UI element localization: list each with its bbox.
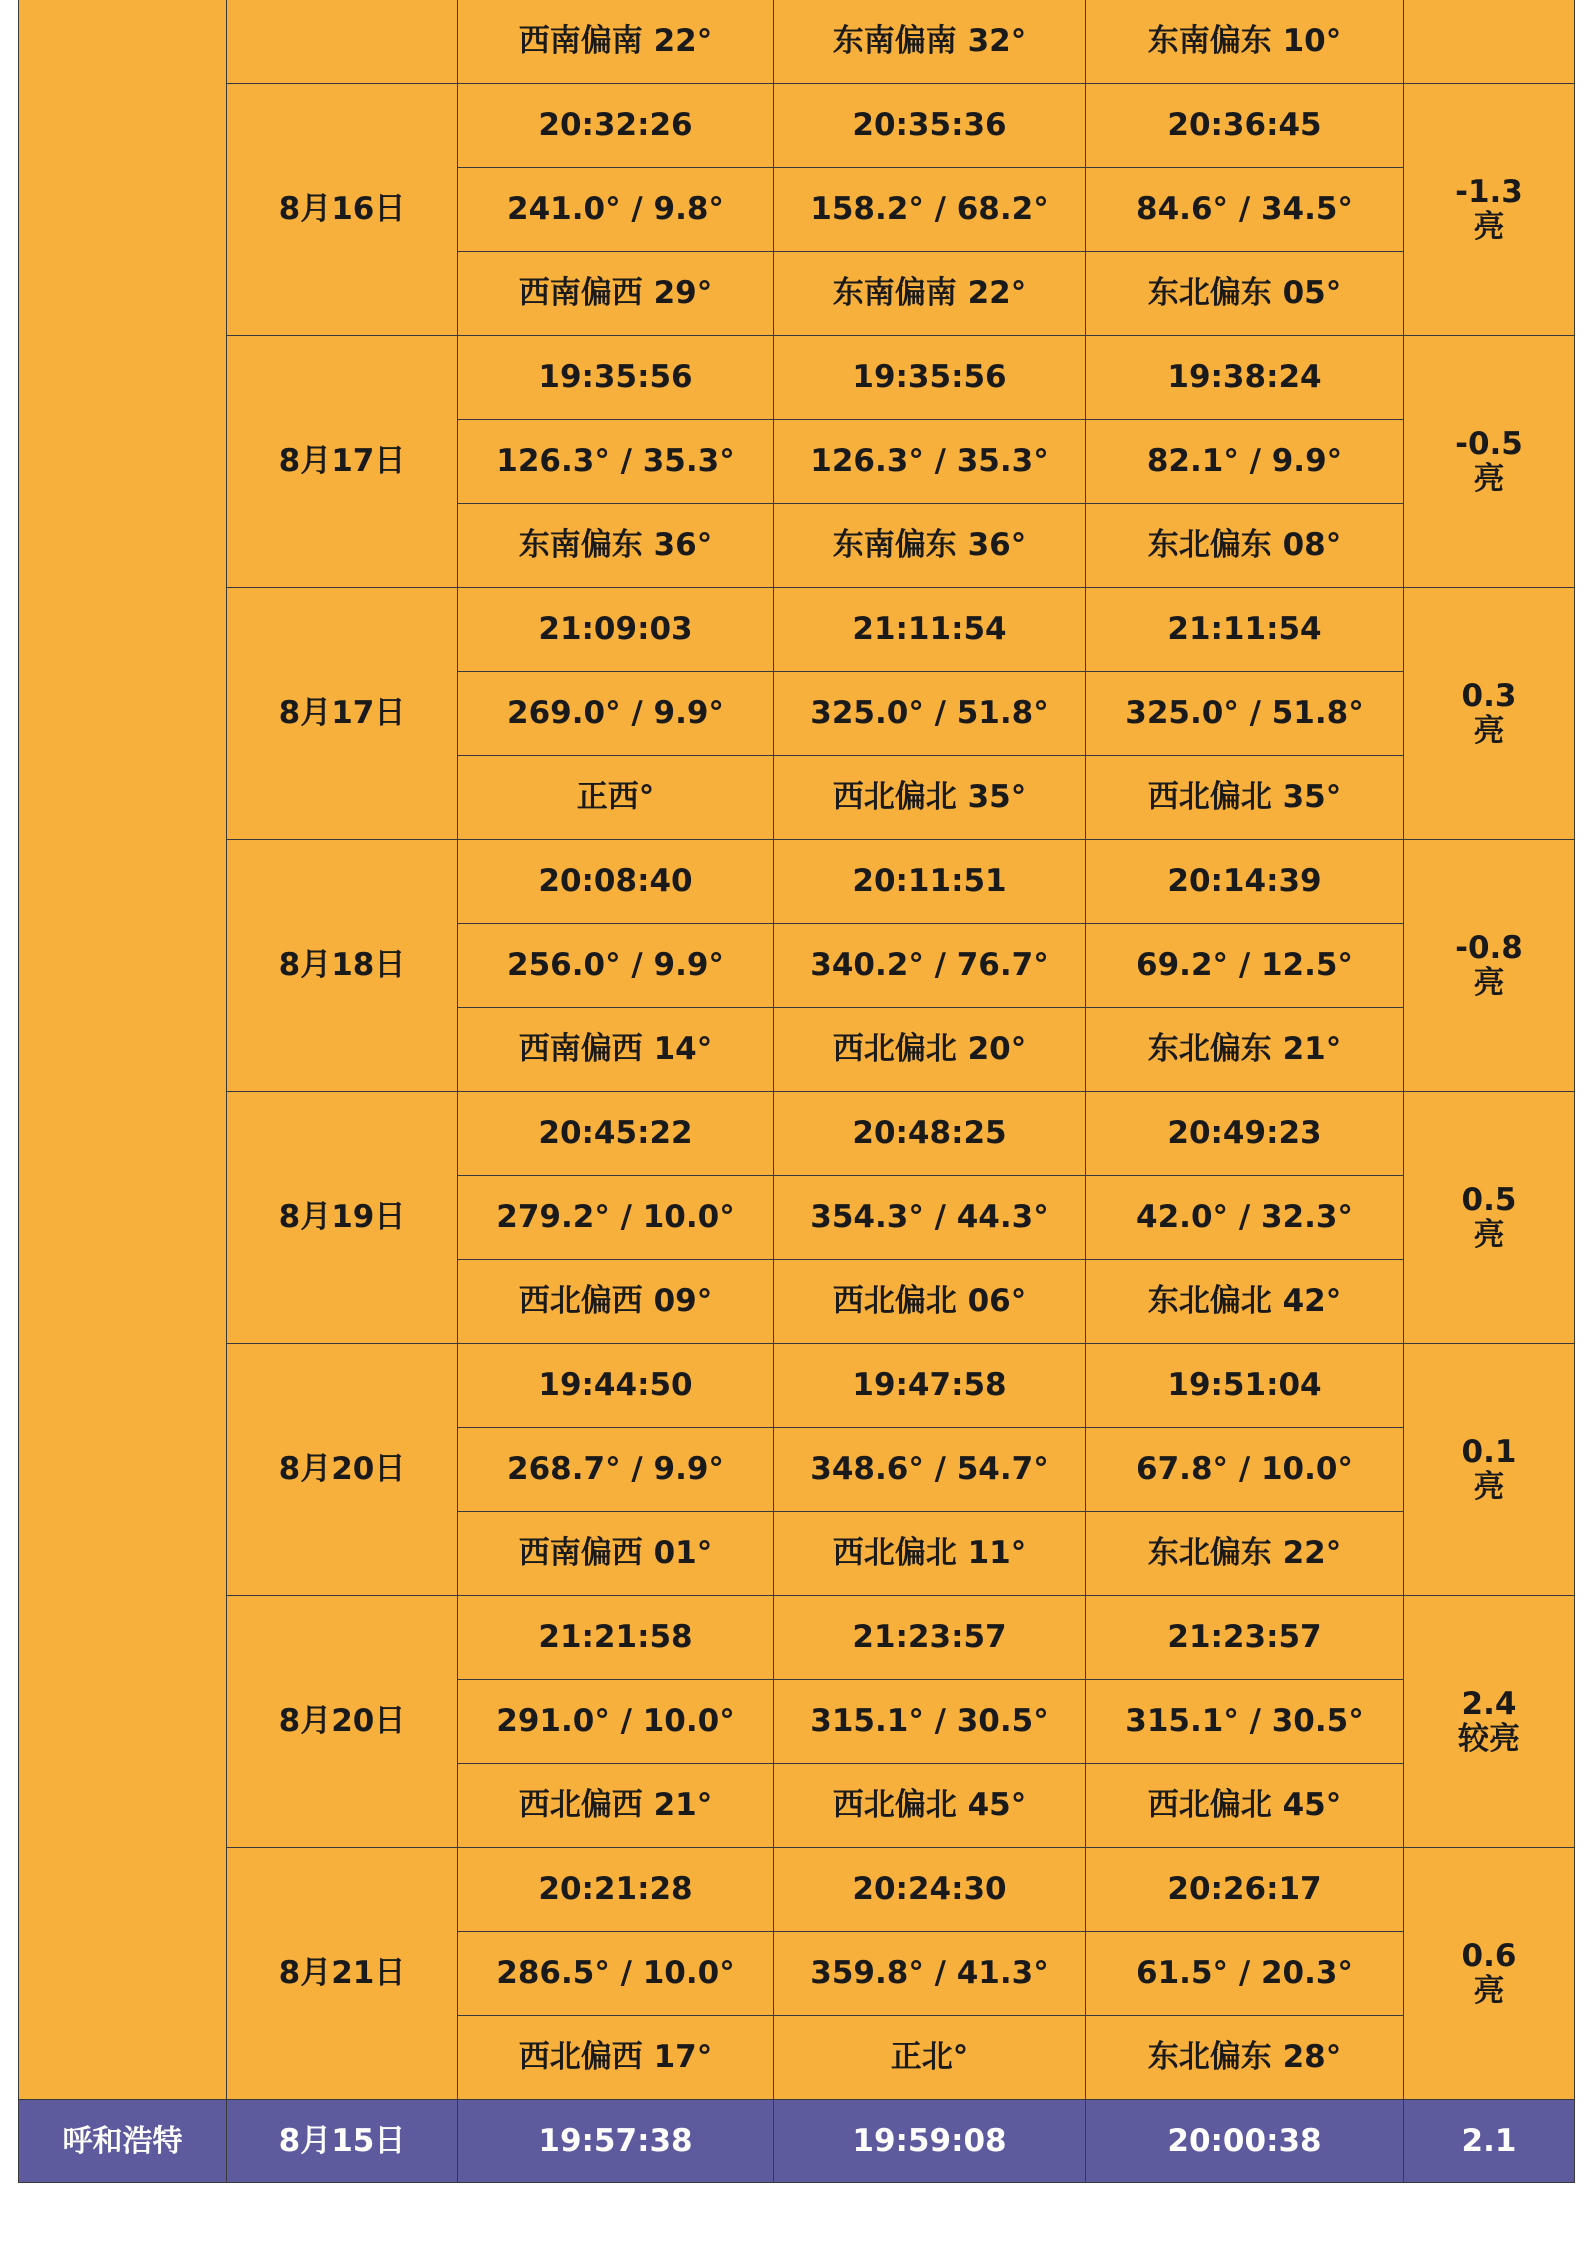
end-time: 19:38:24 xyxy=(1086,336,1404,420)
pass-date: 8月16日 xyxy=(227,84,458,336)
end-direction: 东北偏东 05° xyxy=(1086,252,1404,336)
start-time: 20:21:28 xyxy=(458,1848,774,1932)
pass-schedule xyxy=(18,0,1574,2183)
highest-azimuth-elevation: 340.2° / 76.7° xyxy=(774,924,1086,1008)
end-direction: 东北偏东 28° xyxy=(1086,2016,1404,2100)
start-direction: 东南偏东 36° xyxy=(458,504,774,588)
highest-time: 19:47:58 xyxy=(774,1344,1086,1428)
pass-row xyxy=(19,1848,1575,1932)
highest-direction: 东南偏南 22° xyxy=(774,252,1086,336)
highest-direction: 西北偏北 11° xyxy=(774,1512,1086,1596)
highest-azimuth-elevation: 158.2° / 68.2° xyxy=(774,168,1086,252)
start-direction: 西南偏西 01° xyxy=(458,1512,774,1596)
end-azimuth-elevation: 69.2° / 12.5° xyxy=(1086,924,1404,1008)
start-direction: 西南偏西 29° xyxy=(458,252,774,336)
footer-start-time: 19:57:38 xyxy=(458,2100,774,2183)
pass-row xyxy=(19,1092,1575,1176)
magnitude-cell xyxy=(1404,840,1575,1092)
end-azimuth-elevation: 84.6° / 34.5° xyxy=(1086,168,1404,252)
highest-time: 20:35:36 xyxy=(774,84,1086,168)
magnitude-value: 0.3 xyxy=(1461,678,1517,715)
start-azimuth-elevation: 269.0° / 9.9° xyxy=(458,672,774,756)
highest-azimuth-elevation: 354.3° / 44.3° xyxy=(774,1176,1086,1260)
end-time: 21:23:57 xyxy=(1086,1596,1404,1680)
magnitude-value: 0.5 xyxy=(1461,1182,1517,1219)
start-time: 20:32:26 xyxy=(458,84,774,168)
end-direction: 东北偏东 21° xyxy=(1086,1008,1404,1092)
start-time: 20:08:40 xyxy=(458,840,774,924)
pass-date: 8月19日 xyxy=(227,1092,458,1344)
start-direction: 西北偏西 17° xyxy=(458,2016,774,2100)
highest-time: 19:35:56 xyxy=(774,336,1086,420)
end-azimuth-elevation: 82.1° / 9.9° xyxy=(1086,420,1404,504)
start-azimuth-elevation: 256.0° / 9.9° xyxy=(458,924,774,1008)
highest-time: 20:24:30 xyxy=(774,1848,1086,1932)
start-direction: 西北偏西 21° xyxy=(458,1764,774,1848)
start-direction: 正西° xyxy=(458,756,774,840)
highest-direction: 西北偏北 35° xyxy=(774,756,1086,840)
pass-row xyxy=(19,336,1575,420)
magnitude-value: -1.3 xyxy=(1455,174,1523,211)
end-azimuth-elevation: 67.8° / 10.0° xyxy=(1086,1428,1404,1512)
pass-date: 8月18日 xyxy=(227,840,458,1092)
start-time: 21:21:58 xyxy=(458,1596,774,1680)
start-azimuth-elevation: 126.3° / 35.3° xyxy=(458,420,774,504)
highest-time: 20:11:51 xyxy=(774,840,1086,924)
pass-date: 8月21日 xyxy=(227,1848,458,2100)
highest-time: 21:23:57 xyxy=(774,1596,1086,1680)
magnitude-cell xyxy=(1404,588,1575,840)
end-azimuth-elevation: 42.0° / 32.3° xyxy=(1086,1176,1404,1260)
brightness-label: 亮 xyxy=(1473,712,1505,749)
footer-city: 呼和浩特 xyxy=(19,2100,227,2183)
magnitude-value: -0.8 xyxy=(1455,930,1523,967)
end-time: 20:26:17 xyxy=(1086,1848,1404,1932)
magnitude-cell xyxy=(1404,1092,1575,1344)
start-azimuth-elevation: 286.5° / 10.0° xyxy=(458,1932,774,2016)
magnitude-cell xyxy=(1404,1848,1575,2100)
pass-row xyxy=(19,84,1575,168)
highest-time: 21:11:54 xyxy=(774,588,1086,672)
start-time: 19:35:56 xyxy=(458,336,774,420)
start-time: 20:45:22 xyxy=(458,1092,774,1176)
start-azimuth-elevation: 291.0° / 10.0° xyxy=(458,1680,774,1764)
brightness-label: 亮 xyxy=(1473,1468,1505,1505)
end-azimuth-elevation: 325.0° / 51.8° xyxy=(1086,672,1404,756)
highest-direction: 西北偏北 20° xyxy=(774,1008,1086,1092)
start-direction-cell: 西南偏南 22° xyxy=(458,0,774,84)
brightness-label: 亮 xyxy=(1473,964,1505,1001)
brightness-label: 亮 xyxy=(1473,460,1505,497)
highest-azimuth-elevation: 348.6° / 54.7° xyxy=(774,1428,1086,1512)
end-direction: 西北偏北 45° xyxy=(1086,1764,1404,1848)
iss-pass-table xyxy=(18,0,1575,2183)
magnitude-cell xyxy=(1404,336,1575,588)
highest-azimuth-elevation: 359.8° / 41.3° xyxy=(774,1932,1086,2016)
footer-row xyxy=(19,2100,1575,2183)
end-time: 19:51:04 xyxy=(1086,1344,1404,1428)
start-azimuth-elevation: 279.2° / 10.0° xyxy=(458,1176,774,1260)
magnitude-cell xyxy=(1404,1344,1575,1596)
start-direction: 西北偏西 09° xyxy=(458,1260,774,1344)
pass-row xyxy=(19,1596,1575,1680)
pass-date: 8月20日 xyxy=(227,1344,458,1596)
brightness-label: 亮 xyxy=(1473,1972,1505,2009)
end-azimuth-elevation: 315.1° / 30.5° xyxy=(1086,1680,1404,1764)
footer-magnitude: 2.1 xyxy=(1404,2100,1575,2183)
brightness-label: 亮 xyxy=(1473,208,1505,245)
end-time: 20:36:45 xyxy=(1086,84,1404,168)
footer-end-time: 20:00:38 xyxy=(1086,2100,1404,2183)
highest-azimuth-elevation: 325.0° / 51.8° xyxy=(774,672,1086,756)
pass-row xyxy=(19,588,1575,672)
magnitude-cell xyxy=(1404,1596,1575,1848)
highest-direction: 西北偏北 06° xyxy=(774,1260,1086,1344)
table-body xyxy=(19,0,1575,2183)
start-azimuth-elevation: 241.0° / 9.8° xyxy=(458,168,774,252)
pass-date: 8月20日 xyxy=(227,1596,458,1848)
magnitude-value: 0.1 xyxy=(1461,1434,1517,1471)
city-cell-blank xyxy=(19,0,227,2100)
magnitude-value: 2.4 xyxy=(1461,1686,1517,1723)
magnitude-cell-blank xyxy=(1404,0,1575,84)
start-time: 21:09:03 xyxy=(458,588,774,672)
pass-row xyxy=(19,840,1575,924)
end-direction: 西北偏北 35° xyxy=(1086,756,1404,840)
start-azimuth-elevation: 268.7° / 9.9° xyxy=(458,1428,774,1512)
end-direction: 东北偏北 42° xyxy=(1086,1260,1404,1344)
highest-direction-cell: 东南偏南 32° xyxy=(774,0,1086,84)
magnitude-value: 0.6 xyxy=(1461,1938,1517,1975)
brightness-label: 亮 xyxy=(1473,1216,1505,1253)
end-time: 21:11:54 xyxy=(1086,588,1404,672)
pass-date: 8月17日 xyxy=(227,336,458,588)
pass-date: 8月17日 xyxy=(227,588,458,840)
magnitude-cell xyxy=(1404,84,1575,336)
start-time: 19:44:50 xyxy=(458,1344,774,1428)
end-time: 20:14:39 xyxy=(1086,840,1404,924)
continuation-row xyxy=(19,0,1575,84)
end-direction: 东北偏东 22° xyxy=(1086,1512,1404,1596)
end-time: 20:49:23 xyxy=(1086,1092,1404,1176)
highest-azimuth-elevation: 126.3° / 35.3° xyxy=(774,420,1086,504)
magnitude-value: -0.5 xyxy=(1455,426,1523,463)
date-cell-blank xyxy=(227,0,458,84)
footer-highest-time: 19:59:08 xyxy=(774,2100,1086,2183)
pass-row xyxy=(19,1344,1575,1428)
highest-direction: 东南偏东 36° xyxy=(774,504,1086,588)
highest-azimuth-elevation: 315.1° / 30.5° xyxy=(774,1680,1086,1764)
highest-time: 20:48:25 xyxy=(774,1092,1086,1176)
end-direction-cell: 东南偏东 10° xyxy=(1086,0,1404,84)
highest-direction: 正北° xyxy=(774,2016,1086,2100)
end-azimuth-elevation: 61.5° / 20.3° xyxy=(1086,1932,1404,2016)
highest-direction: 西北偏北 45° xyxy=(774,1764,1086,1848)
end-direction: 东北偏东 08° xyxy=(1086,504,1404,588)
start-direction: 西南偏西 14° xyxy=(458,1008,774,1092)
brightness-label: 较亮 xyxy=(1458,1720,1520,1757)
footer-date: 8月15日 xyxy=(227,2100,458,2183)
